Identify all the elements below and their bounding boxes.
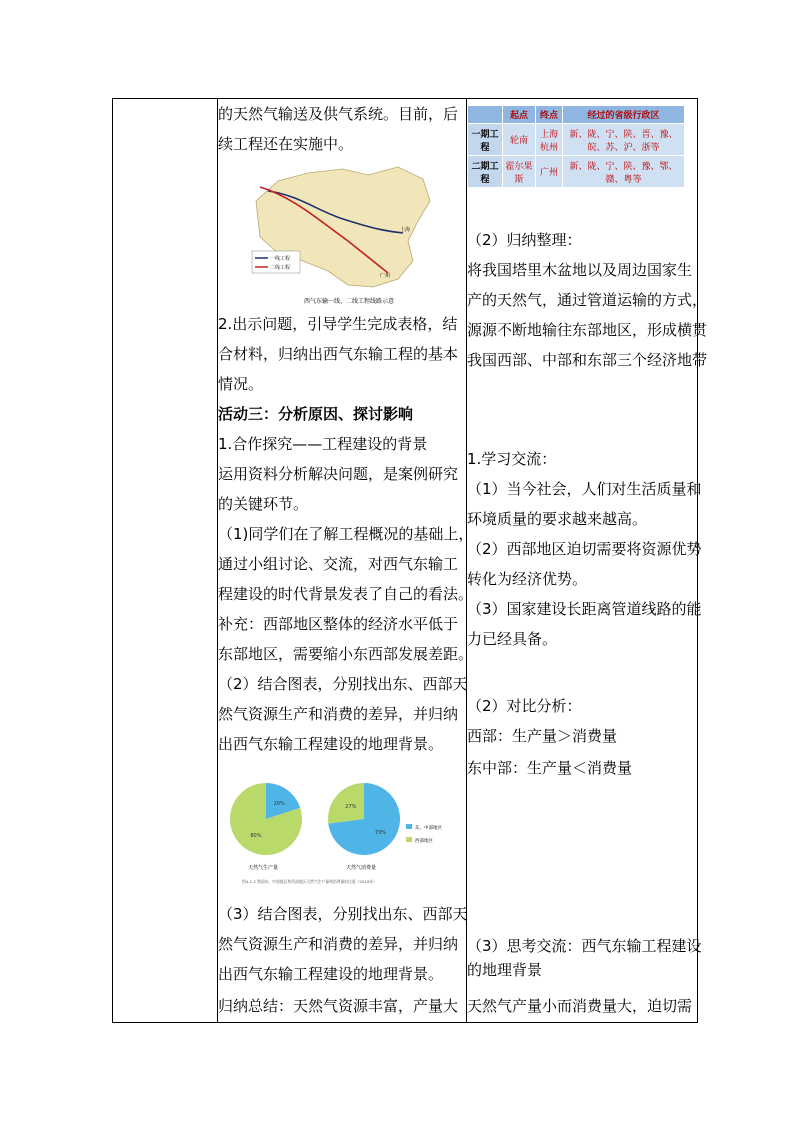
table-cell: 广州 bbox=[536, 156, 563, 188]
text-line: 出西气东输工程建设的地理背景。 bbox=[218, 735, 444, 753]
table-cell: 新、陇、宁、陕、晋、豫、皖、苏、沪、浙等 bbox=[563, 124, 685, 156]
production-label-1: 80% bbox=[250, 833, 262, 840]
table-cell: 轮南 bbox=[503, 124, 536, 156]
text-line: （1)同学们在了解工程概况的基础上， bbox=[218, 525, 474, 543]
production-pie-title: 天然气生产量 bbox=[248, 865, 279, 871]
text-line: 东部地区，需要缩小东西部发展差距。 bbox=[218, 645, 474, 663]
text-line: 归纳总结：天然气资源丰富，产量大 bbox=[218, 997, 459, 1015]
text-line: 续工程还在实施中。 bbox=[218, 135, 354, 153]
legend-swatch-west bbox=[406, 837, 412, 842]
table-cell: 新、陇、宁、陕、豫、鄂、赣、粤等 bbox=[563, 156, 685, 188]
text-line: 西部：生产量＞消费量 bbox=[467, 727, 618, 745]
legend-swatch-east bbox=[406, 824, 412, 829]
label-guangzhou: 广州 bbox=[380, 273, 391, 279]
text-line: （1）当今社会，人们对生活质量和 bbox=[467, 480, 702, 498]
text-line: 转化为经济优势。 bbox=[467, 570, 588, 588]
consumption-label-1: 27% bbox=[345, 803, 357, 810]
text-line: 运用资料分析解决问题，是案例研究 bbox=[218, 465, 459, 483]
text-line: 的关键环节。 bbox=[218, 495, 309, 513]
consumption-pie bbox=[328, 783, 400, 855]
table-header: 终点 bbox=[536, 106, 563, 124]
lesson-table bbox=[112, 98, 708, 1023]
activity-heading: 活动三：分析原因、探讨影响 bbox=[218, 405, 414, 423]
text-line: 然气资源生产和消费的差异，并归纳 bbox=[218, 705, 459, 723]
table-cell: 一期工程 bbox=[468, 124, 503, 156]
table-row bbox=[468, 156, 685, 188]
pie-caption: 图4-1-2 我国东、中部地区和西部地区天然气生产量和消费量的比重（2019年） bbox=[242, 879, 377, 884]
table-row bbox=[468, 124, 685, 156]
production-label-0: 20% bbox=[273, 800, 285, 807]
text-line: 情况。 bbox=[218, 375, 264, 393]
text-line: （2）结合图表，分别找出东、西部天 bbox=[218, 675, 468, 693]
table-cell: 上海 杭州 bbox=[536, 124, 563, 156]
text-line: 出西气东输工程建设的地理背景。 bbox=[218, 965, 444, 983]
text-line: 的地理背景 bbox=[467, 961, 543, 979]
text-line: 将我国塔里木盆地以及周边国家生 bbox=[467, 261, 693, 279]
text-line: 合材料，归纳出西气东输工程的基本 bbox=[218, 345, 459, 363]
consumption-label-0: 73% bbox=[374, 830, 386, 837]
text-line: （3）结合图表，分别找出东、西部天 bbox=[218, 905, 468, 923]
text-line: 1.学习交流： bbox=[467, 450, 557, 468]
text-line: 源源不断地输往东部地区，形成横贯 bbox=[467, 321, 708, 339]
table-header bbox=[468, 106, 503, 124]
text-line: （2）归纳整理： bbox=[467, 231, 582, 249]
table-cell: 霍尔果斯 bbox=[503, 156, 536, 188]
table-header: 起点 bbox=[503, 106, 536, 124]
text-line: 天然气产量小而消费量大，迫切需 bbox=[467, 997, 693, 1015]
pipeline-summary-table bbox=[467, 105, 685, 188]
text-line: （3）思考交流：西气东输工程建设 bbox=[467, 937, 702, 955]
text-line: （2）西部地区迫切需要将资源优势 bbox=[467, 540, 702, 558]
text-line: 通过小组讨论、交流，对西气东输工 bbox=[218, 555, 459, 573]
text-line: 的天然气输送及供气系统。目前，后 bbox=[218, 105, 459, 123]
text-line: 东中部：生产量＜消费量 bbox=[467, 759, 633, 777]
text-line: 2.出示问题，引导学生完成表格，结 bbox=[218, 315, 458, 333]
label-shanghai: 上海 bbox=[400, 227, 411, 233]
text-line: （2）对比分析： bbox=[467, 697, 582, 715]
legend-east: 东、中部地区 bbox=[415, 826, 442, 831]
map-caption: 西气东输一线、二线工程线路示意 bbox=[304, 298, 395, 305]
pipeline-map bbox=[248, 161, 438, 309]
text-line: （3）国家建设长距离管道线路的能 bbox=[467, 600, 702, 618]
legend-west: 西部地区 bbox=[415, 839, 433, 844]
table-cell: 二期工程 bbox=[468, 156, 503, 188]
text-line: 我国西部、中部和东部三个经济地带 bbox=[467, 351, 708, 369]
text-line: 程建设的时代背景发表了自己的看法。 bbox=[218, 585, 474, 603]
table-header: 经过的省级行政区 bbox=[563, 106, 685, 124]
text-line: 产的天然气，通过管道运输的方式， bbox=[467, 291, 708, 309]
text-line: 环境质量的要求越来越高。 bbox=[467, 510, 648, 528]
legend-line1: 一线工程 bbox=[270, 256, 291, 262]
consumption-pie-title: 天然气消费量 bbox=[346, 865, 377, 871]
production-pie bbox=[230, 783, 302, 855]
text-line: 补充：西部地区整体的经济水平低于 bbox=[218, 615, 459, 633]
gas-pie-charts bbox=[228, 779, 453, 891]
text-line: 然气资源生产和消费的差异，并归纳 bbox=[218, 935, 459, 953]
text-line: 力已经具备。 bbox=[467, 630, 558, 648]
legend-line2: 二线工程 bbox=[270, 265, 291, 271]
text-line: 1.合作探究——工程建设的背景 bbox=[218, 435, 428, 453]
